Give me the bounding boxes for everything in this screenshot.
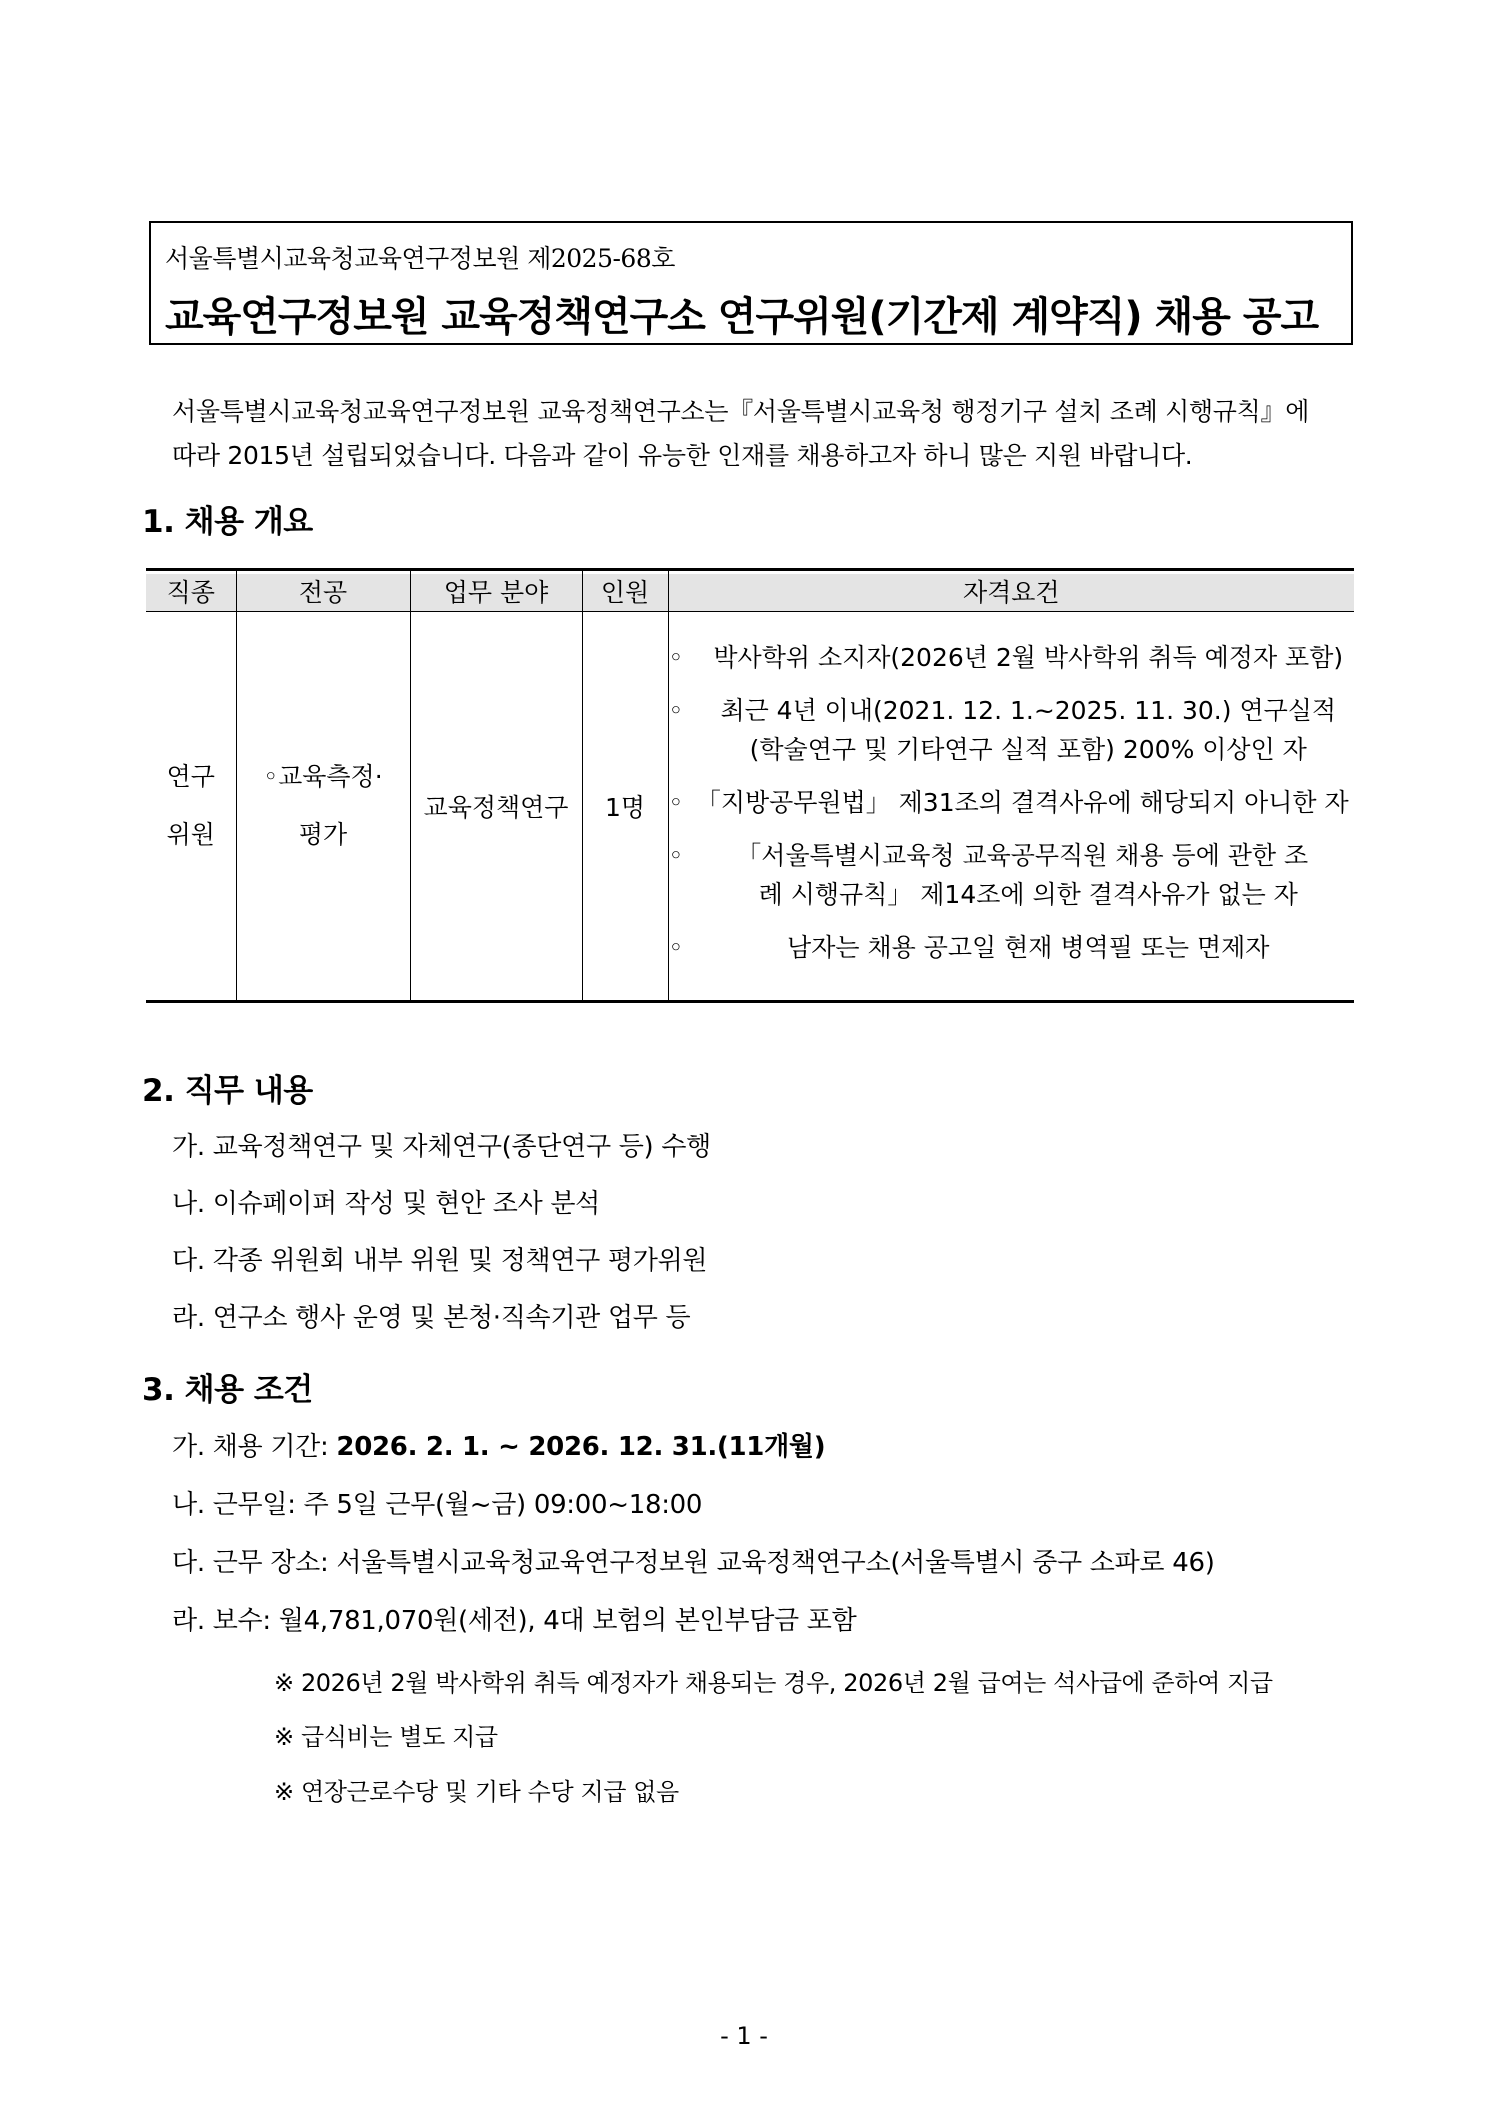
list-item: 나. 근무일: 주 5일 근무(월~금) 09:00~18:00 xyxy=(172,1490,703,1520)
cell-headcount: 1명 xyxy=(582,612,668,1002)
qualification-item xyxy=(669,783,1355,822)
note-item: ※ 급식비는 별도 지급 xyxy=(274,1723,498,1751)
qualification-text: 례 시행규칙」 제14조에 의한 결격사유가 없는 자 xyxy=(758,879,1298,909)
bullet-icon: ◦ xyxy=(668,840,684,870)
qualification-text: 박사학위 소지자(2026년 2월 박사학위 취득 예정자 포함) xyxy=(713,642,1344,672)
bullet-icon: ◦ xyxy=(668,932,684,962)
qualification-text: 최근 4년 이내(2021. 12. 1.~2025. 11. 30.) 연구실적 xyxy=(720,695,1337,725)
table-header-row xyxy=(146,570,1354,612)
note-item: ※ 2026년 2월 박사학위 취득 예정자가 채용되는 경우, 2026년 2월 급여는 석사급에 준하여 지급 xyxy=(274,1669,1273,1697)
list-item: 라. 연구소 행사 운영 및 본청·직속기관 업무 등 xyxy=(172,1303,691,1333)
bullet-icon: ◦ xyxy=(668,642,684,672)
job-type-line: 위원 xyxy=(166,820,215,849)
column-header: 업무 분야 xyxy=(410,570,582,612)
list-item: 다. 각종 위원회 내부 위원 및 정책연구 평가위원 xyxy=(172,1246,708,1276)
major-line: 평가 xyxy=(298,820,348,849)
notice-number: 서울특별시교육청교육연구정보원 제2025-68호 xyxy=(165,244,675,273)
list-item: 가. 교육정책연구 및 자체연구(종단연구 등) 수행 xyxy=(172,1132,711,1162)
list-item: 나. 이슈페이퍼 작성 및 현안 조사 분석 xyxy=(172,1189,600,1219)
column-header: 인원 xyxy=(582,570,668,612)
section-heading-overview: 1. 채용 개요 xyxy=(142,504,313,540)
intro-line: 서울특별시교육청교육연구정보원 교육정책연구소는『서울특별시교육청 행정기구 설치 조례 시행규칙』에 xyxy=(172,397,1310,426)
column-header: 전공 xyxy=(236,570,410,612)
list-item: 다. 근무 장소: 서울특별시교육청교육연구정보원 교육정책연구소(서울특별시 중구 소파로 46) xyxy=(172,1548,1215,1578)
qualification-item xyxy=(669,638,1355,677)
qualification-text: 「지방공무원법」 제31조의 결격사유에 해당되지 아니한 자 xyxy=(695,787,1349,817)
cell-job-type xyxy=(146,612,236,1002)
list-item: 라. 보수: 월4,781,070원(세전), 4대 보험의 본인부담금 포함 xyxy=(172,1606,857,1636)
qualification-item xyxy=(669,836,1355,914)
major-line: ◦교육측정· xyxy=(263,762,383,791)
column-header: 자격요건 xyxy=(668,570,1354,612)
note-item: ※ 연장근로수당 및 기타 수당 지급 없음 xyxy=(274,1778,679,1806)
qualification-item xyxy=(669,691,1355,769)
table-row xyxy=(146,612,1354,1002)
bullet-icon: ◦ xyxy=(668,787,684,817)
qualification-text: 「서울특별시교육청 교육공무직원 채용 등에 관한 조 xyxy=(736,840,1309,870)
cell-qualifications xyxy=(668,612,1354,1002)
page-title: 교육연구정보원 교육정책연구소 연구위원(기간제 계약직) 채용 공고 xyxy=(165,294,1319,340)
qualification-text: (학술연구 및 기타연구 실적 포함) 200% 이상인 자 xyxy=(749,734,1307,764)
job-type-line: 연구 xyxy=(166,762,215,791)
qualification-text: 남자는 채용 공고일 현재 병역필 또는 면제자 xyxy=(787,932,1270,962)
intro-line: 따라 2015년 설립되었습니다. 다음과 같이 유능한 인재를 채용하고자 하니 많은 지원 바랍니다. xyxy=(172,441,1193,470)
column-header: 직종 xyxy=(146,570,236,612)
notice-header-box xyxy=(149,221,1353,345)
list-item xyxy=(172,1426,825,1463)
bullet-icon: ◦ xyxy=(668,695,684,725)
qualification-item xyxy=(669,928,1355,967)
page-number: - 1 - xyxy=(720,2022,768,2050)
period-label: 가. 채용 기간: xyxy=(172,1432,337,1462)
period-value: 2026. 2. 1. ~ 2026. 12. 31.(11개월) xyxy=(336,1432,826,1462)
cell-major xyxy=(236,612,410,1002)
intro-paragraph xyxy=(172,390,1354,478)
cell-field: 교육정책연구 xyxy=(410,612,582,1002)
section-heading-conditions: 3. 채용 조건 xyxy=(142,1372,313,1408)
section-heading-duties: 2. 직무 내용 xyxy=(142,1073,313,1109)
recruitment-overview-table xyxy=(146,568,1354,1003)
